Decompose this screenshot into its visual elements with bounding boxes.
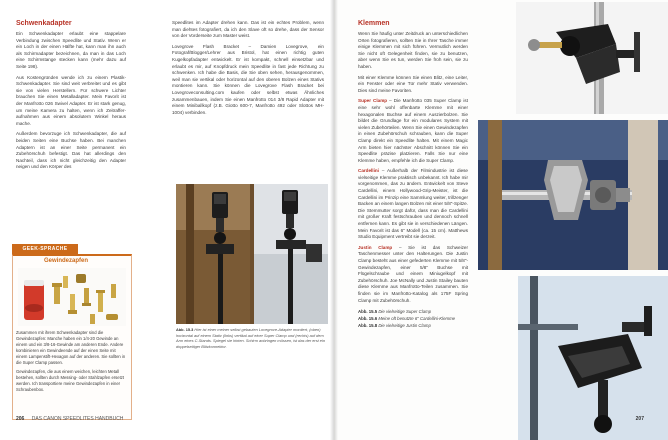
figure-label: Abb. 15.3	[176, 327, 194, 332]
item-super-clamp	[358, 98, 468, 164]
super-clamp-photo	[516, 2, 668, 114]
geek-text	[16, 330, 128, 396]
item-text: – Außerhalb der Filmindustrie ist diese vielseitige Klemme praktisch unbekannt. Ich habe mir vorgenommen, das zu ändern. Entwickelt von Steve Cardellini, einem Hollywood-Grip-Meister, ist die Cardellini im Prinzip eine Sammlung weiter, trillzenger Backen an einem langen Bolzen mit einer 5/8"-Spitze. Die Stemmutter sorgt dafür, dass man die Cardellini mit großer Kraft festschrauben und dennoch schnell entfernen kann. Es gibt sie in verschiedenen Längen. Mein Favorit ist das 6" Modell (ca. 15 cm). Matthews Studio Equipment vertreibt sie derzeit.	[358, 168, 468, 240]
item-text: – Die Manfrotto 035 Super Clamp ist eine sehr wohl offenbarte Klemme mit einer hexagonalen Buchse auf einem Auszierbolzen. Sie bildet die Grundlage für ein modulares System mit vielen Zubehörteilen. Wenn Sie einen Gewindezapfen in einen Zubehörschuh schrauben, kann die Super Clamp direkt ein Speedlite halten. Mit einem Magic Arm bieten hier nächster Abschnitt können Sie ein Speedlite präzise platzieren. Falls Sie nur eine Klemme haben, empfehle ich die Super Clamp.	[358, 98, 468, 163]
paragraph: Lovegrove Flash Bracket – Damien Lovegrove, ein Fotograf/Blogger/Lehrer aus Bristol, hat einen richtig guten Kugelkopfadapter entwickelt. Er ist kompakt, schnell einsetzbar und erlaubt es mir, auf Knopfdruck mein Speedlite in fast jede Richtung zu schwenken. Ich habe die Basis, die Sie oben sehen, herausgenommen, weil man sie vertikal oder horizontal auf den oberen Bolzen eines Stativs montieren kann. Sie können die Lovegrove Flash Bracket bei Lovegroveconsulting.com kaufen oder selbst etwas Ähnliches zusammenbauen, indem Sie einen Manfrotto 014 3/8 Rapid Adapter mit einem Miniballkopf (z.B. Giotto 600-7, Manfrotto 492 oder Slottos MH-1004) verbinden.	[172, 43, 324, 115]
lovegrove-photo-left	[176, 184, 250, 324]
caption-item: Abb. 15.5 Die vielseitige Super Clamp	[358, 309, 432, 315]
page-number: 207	[635, 416, 644, 422]
lovegrove-photo-right	[254, 184, 328, 324]
right-page	[334, 0, 668, 440]
item-text: – Sie ist das Schweizer Taschenmesser unter den Halterungen. Die Justin Clamp besteht aus einer gefederten Klemme mit 5/8"-Gewindezapfen, einer 5/8" Buchse mit Flügelschraube und einem Miniugelkopf mit Zubehörschuh. Joe McNally und Justin Stailey bauten diese Klemme aus Manfrotto-Teilen zusammen. Sie finden sie im Manfrotto-Katalog als 175F Spring Clamp mit Zubehörschuh.	[358, 244, 469, 303]
section-heading-klemmen: Klemmen	[358, 20, 390, 27]
right-folio	[636, 416, 644, 422]
figure-caption-text: Hier ist einer meiner selbst gebauten Lovegrove-Adapter montiert, (oben) horizontal auf einem Stativ (links) vertikal auf einer Super Clamp und (rechts) auf dem Arm eines C-Stands. Spiegel sie hinten. Schirm anbringen müssen, ist das der erst ein doppelseitiger Blitzkonnektor.	[176, 327, 325, 349]
geek-tab: GEEK-SPRACHE	[12, 244, 78, 254]
item-title: Cardellini	[358, 168, 379, 174]
caption-list	[358, 308, 468, 329]
caption-item: Abb. 15.6 Meine oft benutzte 6" Cardellini-Klemme	[358, 316, 456, 322]
figure-caption	[176, 327, 326, 349]
paragraph: Zusammen mit ihrem Schwenkadapter sind die Gewindezapfen: Manche haben ein 1/4-20 Gewinde an einem und ein 3/8-16-Gewinde am anderen Ende. Andere kombinieren ein Gewindeende auf der einen Seite mit einem Lampenstift-Hexagon auf der anderen. Sie sollten in die Super Clamp passen.	[16, 330, 126, 365]
book-gutter-shadow	[330, 0, 338, 440]
geek-title: Gewindezapfen	[44, 258, 89, 264]
left-column-2	[172, 20, 324, 120]
page-number: 206	[16, 416, 25, 422]
cardellini-clamp-photo	[478, 120, 668, 270]
figure-15-3-lovegrove-bracket-photos	[176, 184, 328, 324]
geek-sidebar-box	[12, 244, 132, 420]
left-folio	[16, 416, 123, 422]
paragraph: Gewindezapfen, die aus einem weichen, leichten Metall bestehen, sollten durch Messing- oder Stahlzapfen ersetzt werden. Ich transportiere meine Gewindezapfen in einer Schraubenbox.	[16, 369, 125, 392]
running-footer: DAS CANON SPEEDLITES HANDBUCH	[31, 416, 124, 422]
paragraph: Ein Schwenkadapter erlaubt eine stappelare Verbindung zwischen Speedlite und Stativ. Wenn er ein Loch in der einen Hälfte hat, kann man ihn auch als Schirmadapter bezeichnen, da man in das Loch eine Schirmstange stecken kann (mehr dazu auf Seite 198).	[16, 31, 126, 69]
paragraph: Speedlites im Adapter drehen kann. Das ist ein echtes Problem, wenn man diehtes fotografiert, da ich den Slave oft so drehe, dass der Sensor von der Vorderseite zum Master weist.	[172, 20, 324, 39]
item-cardellini	[358, 168, 468, 241]
paragraph: Wenn Sie häufig unter Zeitdruck an unterschiedlichen Orten fotografieren, sollten Sie in Ihrer Tasche immer einige Klemmen mit sich führen. Vermutlich werden Sie nicht oft Gelegenheit finden, sie zu benutzen, aber wenn Sie es tun, werden Sie froh sein, sie zu haben.	[358, 31, 468, 69]
paragraph: Mit einer Klemme können Sie einen Blitz, eine Leiter, ein Fenster oder eine Tür mehr Stativ verwenden. Dies sind meine Favoriten.	[358, 74, 468, 93]
paragraph: Außerdem bevorzuge ich Schwenkadapter, die auf beiden Seiten eine Buchse haben. Bei manchen Adaptern ist an einer Seite permanent ein Zubehörschuh befestigt. Das hat allerdings den Nachteil, dass ich nicht gleichzeitig den Adapter neigen und den Körper des	[16, 131, 126, 170]
paragraph: Aus Kostengründen wende ich zu einem Plastik-Schwenkadapter. Sie sind weit verbreitet und es gibt sie von vielen Herstellern. Für schwere Lichter brauchen Sie einen Metalladapter. Mein Favorit ist der Manfrotto 026 Swivel Adapter. Er ist stark genug, um meine Kamera zu halten, wenn ich Zeitraffer-aufnahmen aus einem absolutern Winkel heraus mache.	[16, 74, 126, 126]
item-justin-clamp	[358, 245, 468, 304]
threaded-spigots-photo	[18, 268, 126, 326]
right-text-column	[358, 20, 468, 329]
left-column-1	[16, 20, 126, 175]
item-title: Super Clamp	[358, 98, 388, 104]
item-title: Justin Clamp	[358, 244, 393, 250]
justin-clamp-photo	[518, 276, 668, 440]
section-heading-schwenkadapter: Schwenkadapter	[16, 20, 72, 27]
caption-item: Abb. 15.8 Die vielseitige Justin Clamp	[358, 323, 431, 329]
